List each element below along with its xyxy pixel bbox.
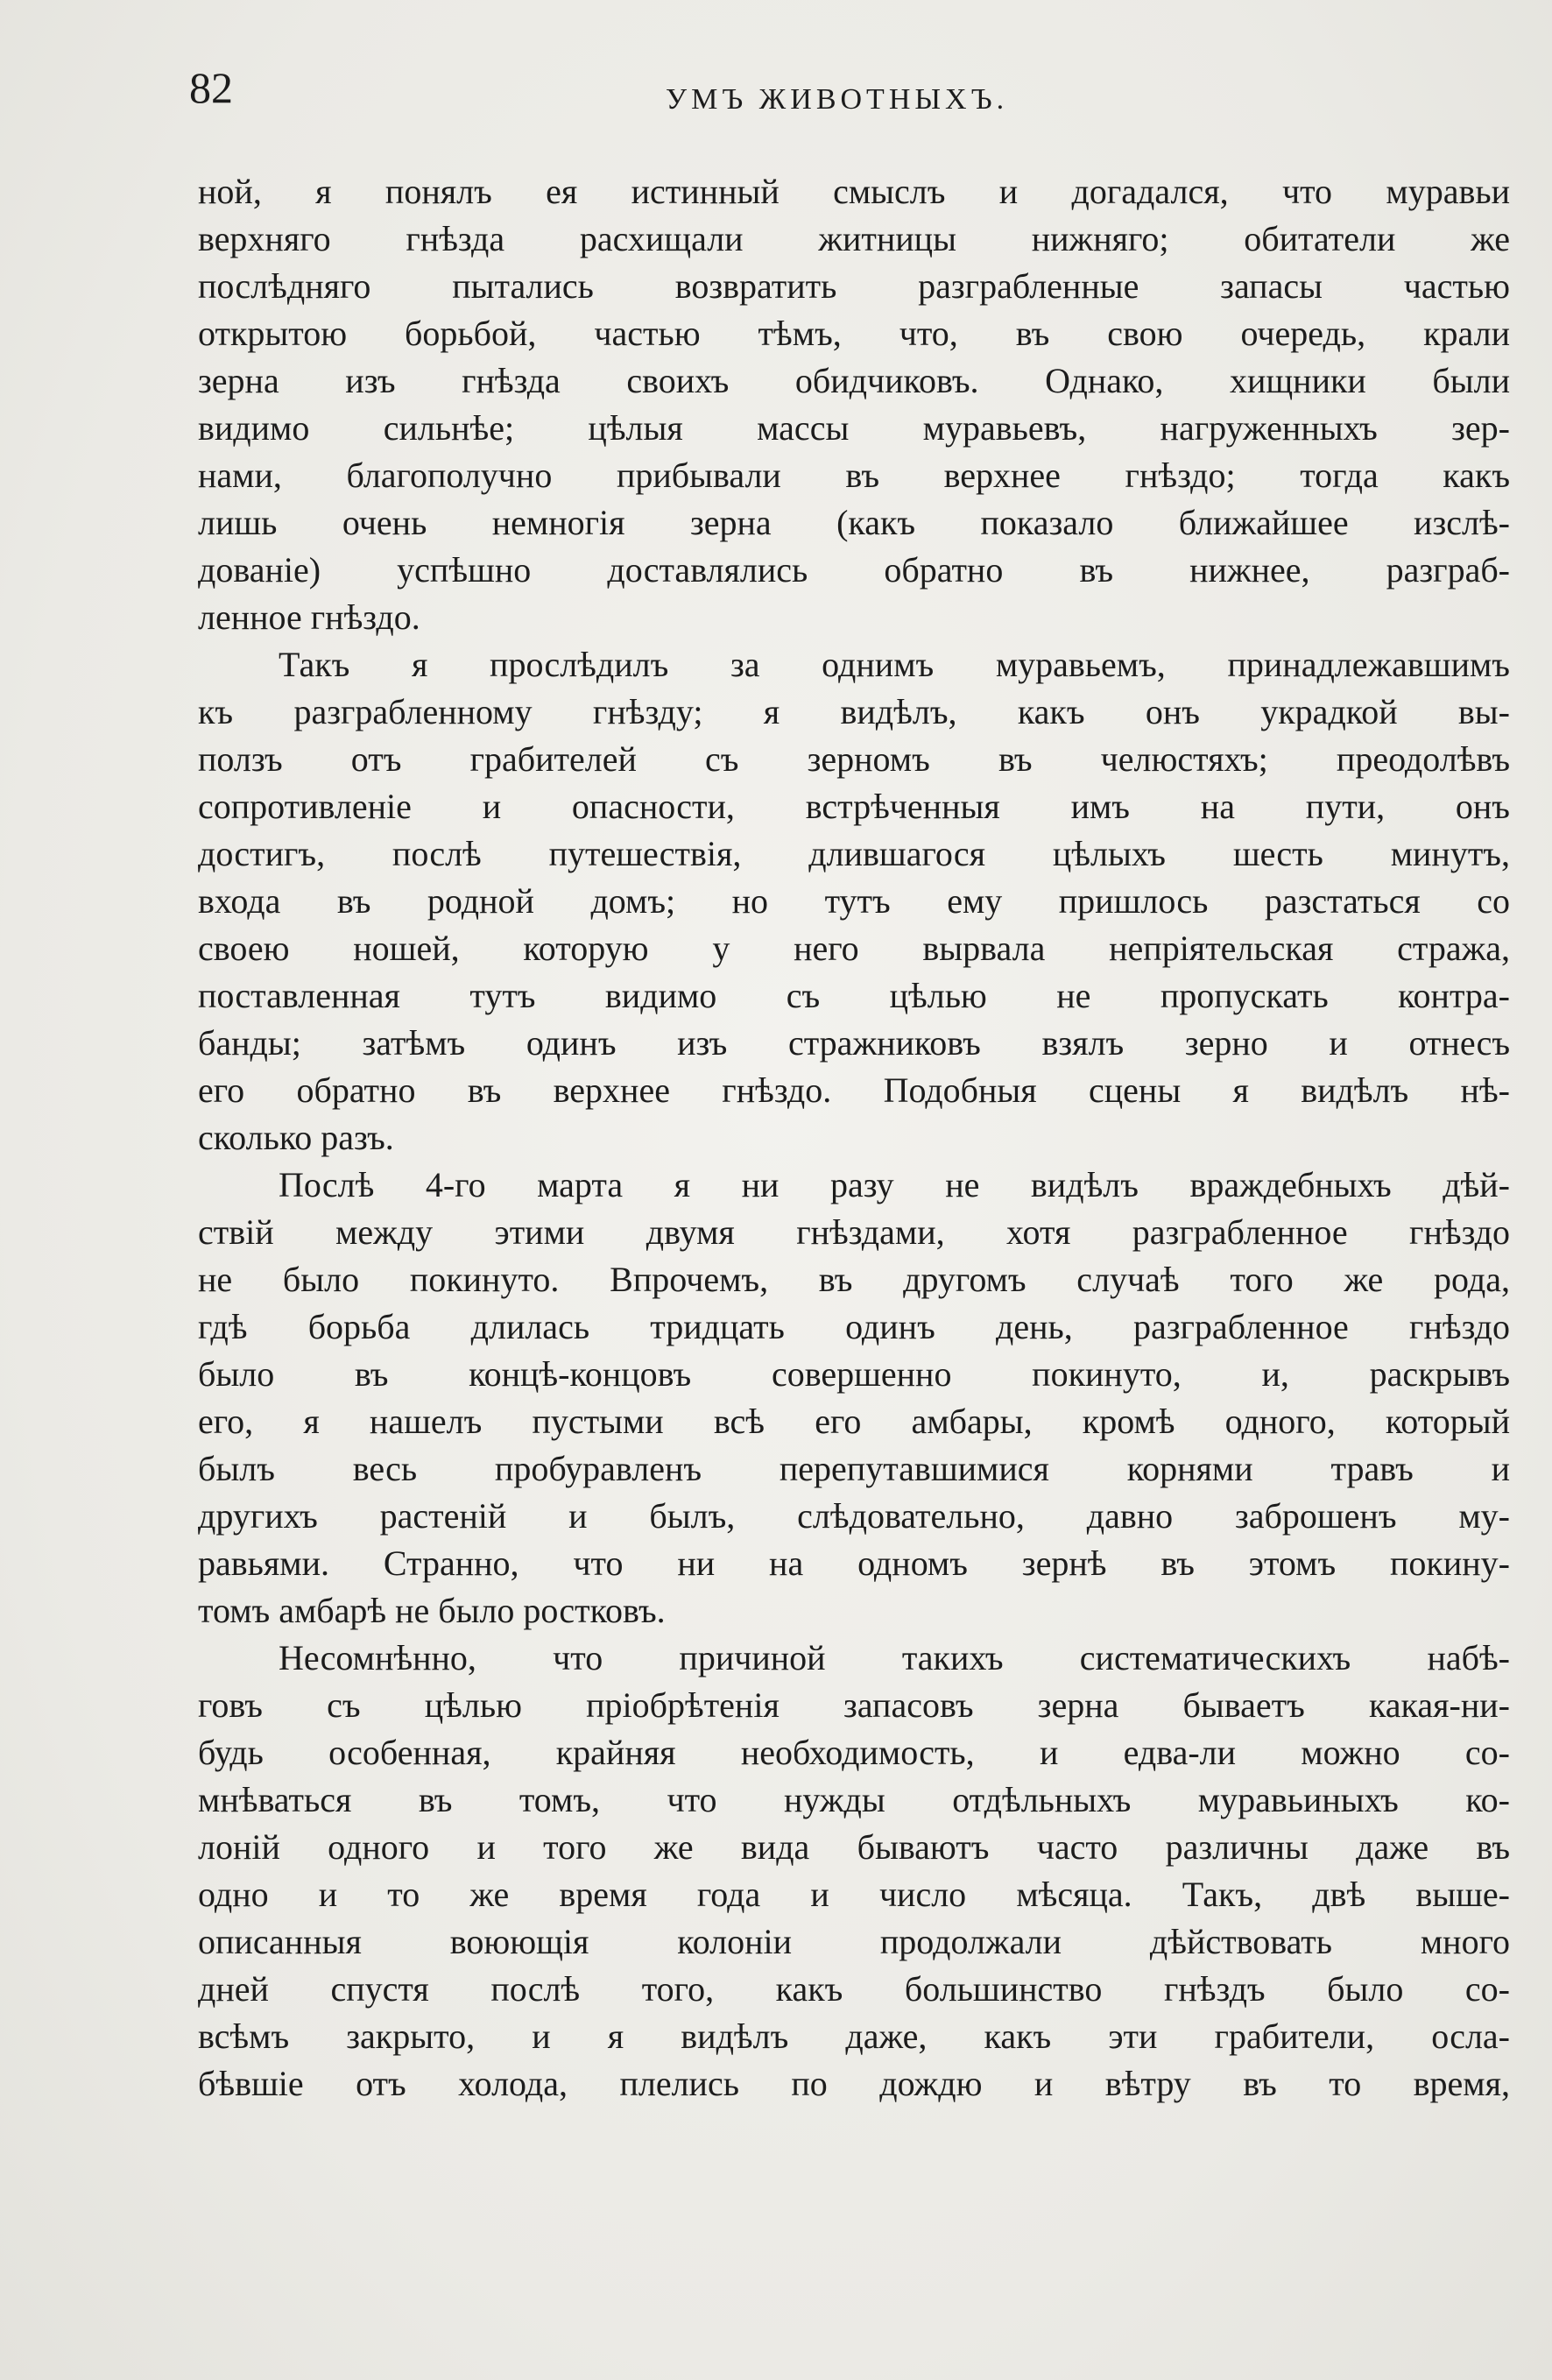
text-line: верхняго гнѣзда расхищали житницы нижняго; обитатели же [198, 219, 1510, 258]
text-line: описанныя воюющія колоніи продолжали дѣйствовать много [198, 1922, 1510, 1961]
text-line: дованіе) успѣшно доставлялись обратно въ нижнее, разграб- [198, 550, 1510, 590]
text-line: достигъ, послѣ путешествія, длившагося цѣлыхъ шесть минутъ, [198, 834, 1510, 873]
text-line: лоній одного и того же вида бываютъ часто различны даже въ [198, 1827, 1510, 1867]
text-line: своею ношей, которую у него вырвала непріятельская стража, [198, 929, 1510, 968]
text-line: ствій между этими двумя гнѣздами, хотя разграбленное гнѣздо [198, 1212, 1510, 1252]
text-line: было въ концѣ-концовъ совершенно покинуто, и, раскрывъ [198, 1354, 1510, 1394]
text-line: томъ амбарѣ не было ростковъ. [198, 1591, 666, 1630]
text-line: Несомнѣнно, что причиной такихъ систематическихъ набѣ- [279, 1638, 1510, 1677]
text-line: всѣмъ закрыто, и я видѣлъ даже, какъ эти грабители, осла- [198, 2016, 1510, 2056]
text-line: открытою борьбой, частью тѣмъ, что, въ свою очередь, крали [198, 314, 1510, 353]
text-line: лишь очень немногія зерна (какъ показало ближайшее изслѣ- [198, 503, 1510, 542]
text-line: бѣвшіе отъ холода, плелись по дождю и вѣтру въ то время, [198, 2064, 1510, 2103]
text-line: ползъ отъ грабителей съ зерномъ въ челюстяхъ; преодолѣвъ [198, 739, 1510, 779]
paragraph [198, 1635, 1510, 2108]
text-line: его, я нашелъ пустыми всѣ его амбары, кромѣ одного, который [198, 1402, 1510, 1441]
text-line: банды; затѣмъ одинъ изъ стражниковъ взялъ зерно и отнесъ [198, 1023, 1510, 1063]
text-line: не было покинуто. Впрочемъ, въ другомъ случаѣ того же рода, [198, 1260, 1510, 1299]
text-line: говъ съ цѣлью пріобрѣтенія запасовъ зерна бываетъ какая-ни- [198, 1685, 1510, 1725]
text-line: зерна изъ гнѣзда своихъ обидчиковъ. Однако, хищники были [198, 361, 1510, 400]
text-line: Послѣ 4-го марта я ни разу не видѣлъ враждебныхъ дѣй- [279, 1165, 1510, 1204]
paragraph [198, 1162, 1510, 1635]
text-line: одно и то же время года и число мѣсяца. Такъ, двѣ выше- [198, 1875, 1510, 1914]
text-line: къ разграбленному гнѣзду; я видѣлъ, какъ онъ украдкой вы- [198, 692, 1510, 731]
text-line: дней спустя послѣ того, какъ большинство гнѣздъ было со- [198, 1969, 1510, 2009]
text-line: Такъ я прослѣдилъ за однимъ муравьемъ, принадлежавшимъ [279, 645, 1510, 684]
text-line: видимо сильнѣе; цѣлыя массы муравьевъ, нагруженныхъ зер- [198, 408, 1510, 448]
text-line: поставленная тутъ видимо съ цѣлью не пропускать контра- [198, 976, 1510, 1015]
text-line: мнѣваться въ томъ, что нужды отдѣльныхъ муравьиныхъ ко- [198, 1780, 1510, 1819]
text-line: гдѣ борьба длилась тридцать одинъ день, разграбленное гнѣздо [198, 1307, 1510, 1346]
page-number: 82 [189, 63, 233, 112]
text-line: ной, я понялъ ея истинный смыслъ и догадался, что муравьи [198, 172, 1510, 211]
text-line: нами, благополучно прибывали въ верхнее гнѣздо; тогда какъ [198, 456, 1510, 495]
text-line: равьями. Странно, что ни на одномъ зернѣ въ этомъ покину- [198, 1543, 1510, 1583]
text-line: входа въ родной домъ; но тутъ ему пришлось разстаться со [198, 881, 1510, 921]
text-line: былъ весь пробуравленъ перепутавшимися корнями травъ и [198, 1449, 1510, 1488]
paragraph [198, 641, 1510, 1162]
running-title: УМЪ ЖИВОТНЫХЪ. [666, 83, 1009, 116]
paragraph [198, 168, 1510, 641]
text-line: ленное гнѣздо. [198, 597, 420, 637]
text-line: сколько разъ. [198, 1118, 394, 1157]
text-line: сопротивленіе и опасности, встрѣченныя имъ на пути, онъ [198, 787, 1510, 826]
text-line: послѣдняго пытались возвратить разграбленные запасы частью [198, 266, 1510, 306]
text-line: его обратно въ верхнее гнѣздо. Подобныя сцены я видѣлъ нѣ- [198, 1070, 1510, 1110]
body-text [198, 168, 1510, 2108]
text-line: другихъ растеній и былъ, слѣдовательно, давно заброшенъ му- [198, 1496, 1510, 1536]
text-line: будь особенная, крайняя необходимость, и едва-ли можно со- [198, 1733, 1510, 1772]
